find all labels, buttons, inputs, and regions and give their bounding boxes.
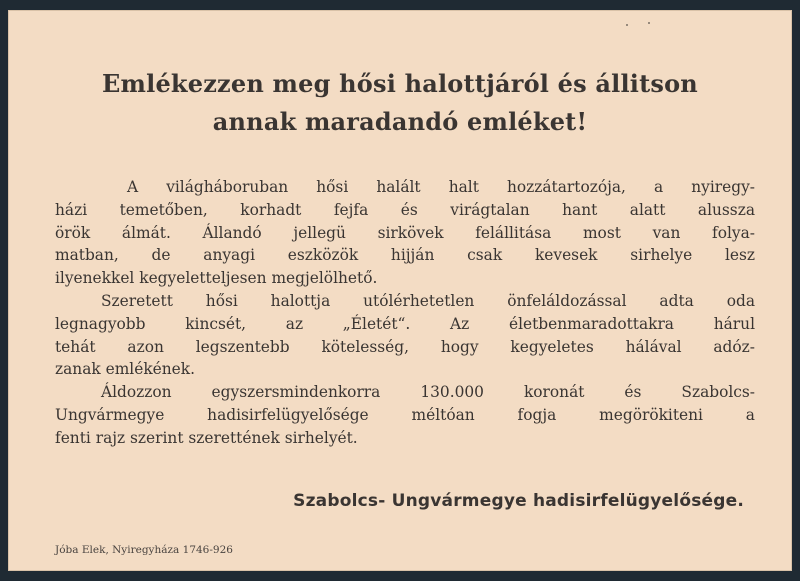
leaflet-sheet	[8, 10, 792, 571]
paragraph-1-line: matban, de anyagi eszközök hijján csak kevesek sirhelye lesz	[55, 246, 755, 265]
paragraph-2-line: zanak emlékének.	[55, 360, 195, 379]
paragraph-2-line: Szeretett hősi halottja utólérhetetlen önfeláldozással adta oda	[101, 291, 755, 310]
paragraph-1-line: házi temetőben, korhadt fejfa és virágtalan hant alatt alussza	[55, 200, 755, 219]
paragraph-3-line: fenti rajz szerint szerettének sirhelyét.	[55, 428, 358, 447]
paragraph-3-line: Áldozzon egyszersmindenkorra 130.000 koronát és Szabolcs-	[101, 383, 755, 402]
paragraph-2-line: tehát azon legszentebb kötelesség, hogy kegyeletes hálával adóz-	[55, 337, 755, 356]
paragraph-2-line: legnagyobb kincsét, az „Életét“. Az életbenmaradottakra hárul	[55, 314, 755, 333]
paper-speck	[648, 22, 650, 24]
printer-imprint: Jóba Elek, Nyiregyháza 1746-926	[55, 544, 233, 556]
paper-speck	[626, 24, 628, 26]
page-title	[8, 65, 792, 141]
paragraph-1-line: A világháboruban hősi halált halt hozzátartozója, a nyiregy-	[127, 178, 755, 196]
title-line-2: annak maradandó emléket!	[212, 107, 588, 136]
paragraph-1-line: örök álmát. Állandó jellegü sirkövek felállitása most van folya-	[55, 223, 755, 242]
title-line-1: Emlékezzen meg hősi halottjáról és állitson	[102, 69, 698, 98]
paragraph-3-line: Ungvármegye hadisirfelügyelősége méltóan fogja megörökiteni a	[55, 405, 755, 424]
signature: Szabolcs- Ungvármegye hadisirfelügyelősége.	[293, 491, 744, 511]
body-text	[55, 176, 755, 450]
paragraph-1-line: ilyenekkel kegyeletteljesen megjelölhető.	[55, 269, 378, 288]
